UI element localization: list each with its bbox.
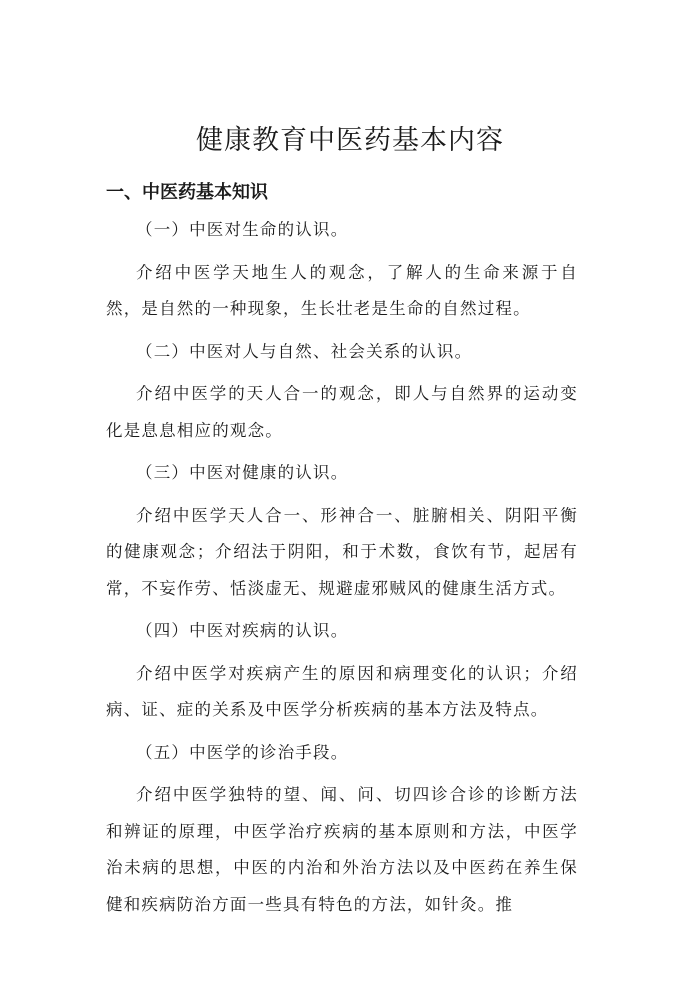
- paragraph-4: 介绍中医学对疾病产生的原因和病理变化的认识；介绍病、证、症的关系及中医学分析疾病的基本方法及特点。: [106, 663, 578, 719]
- paragraph-3: 介绍中医学天人合一、形神合一、脏腑相关、阴阳平衡的健康观念；介绍法于阴阳，和于术数，食饮有节，起居有常，不妄作劳、恬淡虚无、规避虚邪贼风的健康生活方式。: [106, 505, 578, 598]
- section-content: [106, 212, 578, 929]
- subheading-5: （五）中医学的诊治手段。: [136, 742, 349, 762]
- subheading-4: （四）中医对疾病的认识。: [136, 621, 349, 640]
- paragraph-5: 介绍中医学独特的望、闻、问、切四诊合诊的诊断方法和辨证的原理，中医学治疗疾病的基本原则和方法，中医学治未病的思想，中医的内治和外治方法以及中医药在养生保健和疾病防治方面一些具有特色的方法，如针灸。推: [106, 785, 578, 914]
- subheading-3: （三）中医对健康的认识。: [136, 463, 349, 482]
- document-title: 健康教育中医药基本内容: [196, 125, 504, 156]
- paragraph-1: 介绍中医学天地生人的观念，了解人的生命来源于自然，是自然的一种现象，生长壮老是生命的自然过程。: [106, 262, 578, 318]
- subheading-2: （二）中医对人与自然、社会关系的认识。: [136, 341, 473, 361]
- paragraph-2: 介绍中医学的天人合一的观念，即人与自然界的运动变化是息息相应的观念。: [106, 384, 578, 440]
- section-heading: 一、中医药基本知识: [106, 182, 268, 203]
- subheading-1: （一）中医对生命的认识。: [136, 220, 349, 239]
